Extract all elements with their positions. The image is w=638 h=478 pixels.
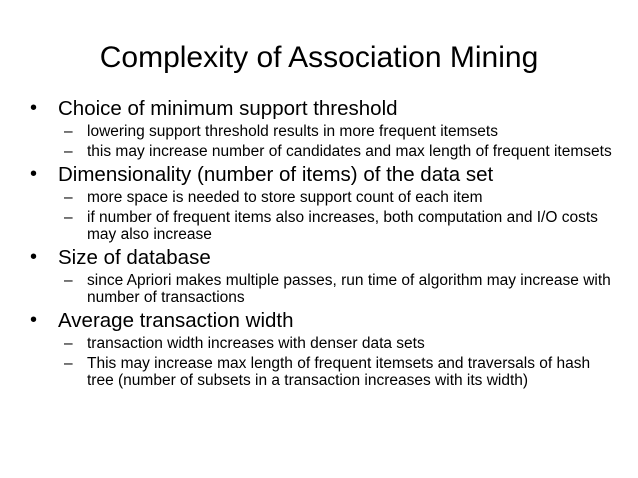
- dash-icon: –: [64, 189, 73, 206]
- sub-point: [64, 123, 618, 140]
- bullet-point: [28, 97, 618, 120]
- slide-title: Complexity of Association Mining: [99, 41, 539, 74]
- dash-icon: –: [64, 209, 73, 226]
- slide-body: [28, 97, 618, 389]
- dash-icon: –: [64, 123, 73, 140]
- bullet-point: [28, 309, 618, 332]
- bullet-text: Average transaction width: [58, 309, 294, 332]
- sub-point-text: This may increase max length of frequent itemsets and traversals of hash tree (number of subsets in a transaction increases with its width): [87, 355, 591, 389]
- bullet-text: Dimensionality (number of items) of the data set: [58, 163, 494, 186]
- bullet-icon: •: [30, 163, 38, 185]
- sub-point-text: since Apriori makes multiple passes, run time of algorithm may increase with number of transactions: [87, 272, 611, 306]
- sub-point: [64, 143, 618, 160]
- dash-icon: –: [64, 335, 73, 352]
- bullet-icon: •: [30, 309, 38, 331]
- sub-point: [64, 355, 618, 389]
- bullet-point: [28, 163, 618, 186]
- sub-point: [64, 335, 618, 352]
- sub-point-text: if number of frequent items also increases, both computation and I/O costs may also increase: [87, 209, 598, 243]
- sub-point-text: lowering support threshold results in more frequent itemsets: [87, 123, 498, 140]
- bullet-text: Size of database: [58, 246, 211, 269]
- sub-point: [64, 209, 618, 243]
- bullet-icon: •: [30, 97, 38, 119]
- sub-point-text: this may increase number of candidates and max length of frequent itemsets: [87, 143, 612, 160]
- dash-icon: –: [64, 272, 73, 289]
- sub-point: [64, 189, 618, 206]
- bullet-icon: •: [30, 246, 38, 268]
- dash-icon: –: [64, 143, 73, 160]
- bullet-text: Choice of minimum support threshold: [58, 97, 398, 120]
- bullet-point: [28, 246, 618, 269]
- dash-icon: –: [64, 355, 73, 372]
- sub-point-text: more space is needed to store support count of each item: [87, 189, 483, 206]
- sub-point: [64, 272, 618, 306]
- sub-point-text: transaction width increases with denser data sets: [87, 335, 425, 352]
